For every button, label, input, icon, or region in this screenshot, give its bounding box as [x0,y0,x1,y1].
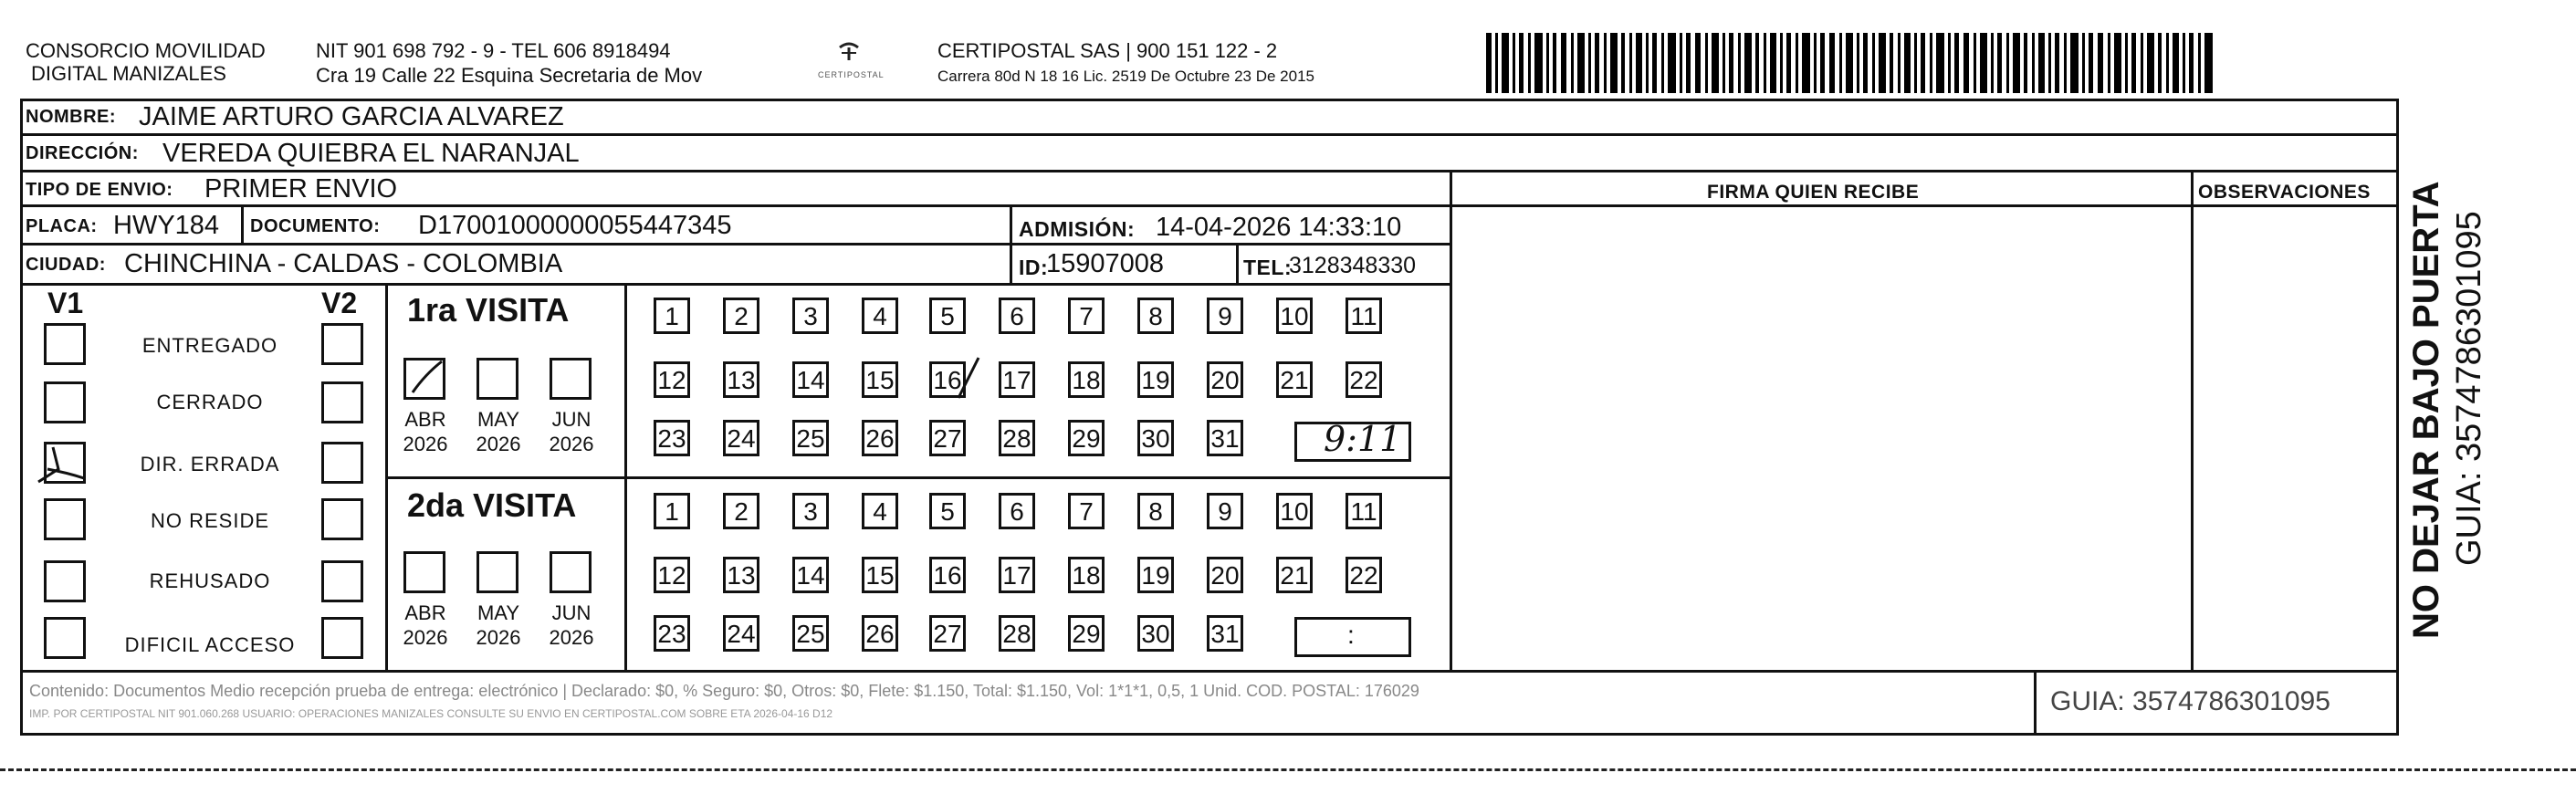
first-visit-month-label-may: MAY [476,408,520,431]
v2-checkbox-entregado[interactable] [321,323,363,365]
admission-value: 14-04-2026 14:33:10 [1156,213,1402,242]
v1-label: V1 [47,287,84,319]
first-visit-time-value: 9:11 [1324,419,1402,459]
second-visit-day-11[interactable]: 11 [1346,493,1382,529]
footer-fine-print: IMP. POR CERTIPOSTAL NIT 901.060.268 USUARIO: OPERACIONES MANIZALES CONSULTE SU ENVIO EN CERTIPOSTAL.COM SOBRE ETA 2026-04-16 D12 [29,707,833,720]
status-label-dir-errada: DIR. ERRADA [140,453,280,475]
side-warning: NO DEJAR BAJO PUERTA [2406,181,2446,639]
first-visit-day-6[interactable]: 6 [999,298,1035,334]
second-visit-day-5[interactable]: 5 [929,493,966,529]
first-visit-day-24[interactable]: 24 [723,420,759,456]
first-visit-day-26[interactable]: 26 [862,420,898,456]
first-visit-day-17[interactable]: 17 [999,361,1035,398]
first-visit-day-19[interactable]: 19 [1137,361,1174,398]
first-visit-day-16[interactable]: 16 [929,361,966,398]
bottom-cut-line [0,768,2576,771]
first-visit-day-29[interactable]: 29 [1068,420,1105,456]
status-label-dificil-acceso: DIFICIL ACCESO [124,633,296,656]
second-visit-day-27[interactable]: 27 [929,615,966,652]
second-visit-day-25[interactable]: 25 [792,615,829,652]
v1-checkbox-entregado[interactable] [44,323,86,365]
courier-license: Carrera 80d N 18 16 Lic. 2519 De Octubre 23 De 2015 [937,68,1314,85]
city-value: CHINCHINA - CALDAS - COLOMBIA [124,249,563,278]
status-label-entregado: ENTREGADO [141,334,278,357]
first-visit-title: 1ra VISITA [407,291,570,329]
content-declaration: Contenido: Documentos Medio recepción prueba de entrega: electrónico | Declarado: $0, % Seguro: $0, Otros: $0, Flete: $1.150, Total: $1.150, Vol: 1*1*1, 0,5, 1 Unid. COD. POSTAL: 176029 [29,682,1419,700]
v2-checkbox-cerrado[interactable] [321,381,363,423]
second-visit-day-19[interactable]: 19 [1137,557,1174,593]
first-visit-day-27[interactable]: 27 [929,420,966,456]
first-visit-year-label-may: 2026 [476,433,521,455]
second-visit-day-7[interactable]: 7 [1068,493,1105,529]
first-visit-year-label-abr: 2026 [403,433,448,455]
second-visit-day-1[interactable]: 1 [654,493,690,529]
courier-logo-icon [831,40,867,68]
company-nit: NIT 901 698 792 - 9 - TEL 606 8918494 [316,39,671,62]
handwritten-month-check-icon [403,356,449,402]
first-visit-day-11[interactable]: 11 [1346,298,1382,334]
first-visit-day-15[interactable]: 15 [862,361,898,398]
first-visit-month-checkbox-jun[interactable] [550,358,592,400]
first-visit-day-10[interactable]: 10 [1276,298,1313,334]
first-visit-day-21[interactable]: 21 [1276,361,1313,398]
id-label: ID: [1019,256,1049,279]
shipment-type-value: PRIMER ENVIO [204,174,398,204]
second-visit-day-4[interactable]: 4 [862,493,898,529]
second-visit-day-16[interactable]: 16 [929,557,966,593]
first-visit-day-22[interactable]: 22 [1346,361,1382,398]
second-visit-day-24[interactable]: 24 [723,615,759,652]
observations-header: OBSERVACIONES [2198,182,2371,203]
second-visit-year-label-abr: 2026 [403,626,448,649]
status-label-cerrado: CERRADO [156,391,264,413]
tel-label: TEL: [1243,256,1293,279]
footer-guide-number: GUIA: 3574786301095 [2050,686,2330,716]
v1-checkbox-dificil-acceso[interactable] [44,617,86,659]
second-visit-day-22[interactable]: 22 [1346,557,1382,593]
second-visit-day-20[interactable]: 20 [1207,557,1243,593]
second-visit-day-13[interactable]: 13 [723,557,759,593]
first-visit-day-14[interactable]: 14 [792,361,829,398]
handwritten-check-mark-icon [31,442,86,489]
second-visit-month-checkbox-may[interactable] [476,551,518,593]
second-visit-day-10[interactable]: 10 [1276,493,1313,529]
first-visit-year-label-jun: 2026 [549,433,594,455]
second-visit-day-31[interactable]: 31 [1207,615,1243,652]
city-label: CIUDAD: [26,255,106,275]
company-name-line1: CONSORCIO MOVILIDAD [26,39,266,62]
status-label-no-reside: NO RESIDE [150,509,270,532]
first-visit-day-13[interactable]: 13 [723,361,759,398]
first-visit-month-label-jun: JUN [551,408,592,431]
second-visit-year-label-jun: 2026 [549,626,594,649]
admission-label: ADMISIÓN: [1019,217,1136,241]
first-visit-day-31[interactable]: 31 [1207,420,1243,456]
side-guide: GUIA: 3574786301095 [2450,211,2488,566]
second-visit-day-12[interactable]: 12 [654,557,690,593]
first-visit-day-1[interactable]: 1 [654,298,690,334]
document-value: D17001000000055447345 [418,211,732,240]
company-address: Cra 19 Calle 22 Esquina Secretaria de Mov [316,64,703,87]
second-visit-day-26[interactable]: 26 [862,615,898,652]
first-visit-day-2[interactable]: 2 [723,298,759,334]
first-visit-day-23[interactable]: 23 [654,420,690,456]
second-visit-day-14[interactable]: 14 [792,557,829,593]
second-visit-day-17[interactable]: 17 [999,557,1035,593]
first-visit-month-label-abr: ABR [404,408,446,431]
first-visit-day-7[interactable]: 7 [1068,298,1105,334]
second-visit-day-8[interactable]: 8 [1137,493,1174,529]
plate-value: HWY184 [113,211,220,240]
plate-label: PLACA: [26,216,98,236]
id-value: 15907008 [1046,249,1165,278]
first-visit-day-20[interactable]: 20 [1207,361,1243,398]
first-visit-day-30[interactable]: 30 [1137,420,1174,456]
second-visit-time-separator: : [1347,621,1355,649]
v2-checkbox-dir-errada[interactable] [321,442,363,484]
second-visit-day-23[interactable]: 23 [654,615,690,652]
second-visit-title: 2da VISITA [407,486,577,524]
first-visit-day-5[interactable]: 5 [929,298,966,334]
second-visit-month-label-jun: JUN [551,601,592,624]
second-visit-month-label-abr: ABR [404,601,446,624]
v1-checkbox-rehusado[interactable] [44,560,86,602]
first-visit-day-18[interactable]: 18 [1068,361,1105,398]
first-visit-day-4[interactable]: 4 [862,298,898,334]
second-visit-day-21[interactable]: 21 [1276,557,1313,593]
address-value: VEREDA QUIEBRA EL NARANJAL [162,139,580,168]
side-guide-container [2452,91,2492,566]
first-visit-day-25[interactable]: 25 [792,420,829,456]
second-visit-day-28[interactable]: 28 [999,615,1035,652]
observations-column-divider [2191,170,2194,670]
v1-checkbox-cerrado[interactable] [44,381,86,423]
name-value: JAIME ARTURO GARCIA ALVAREZ [139,102,564,131]
second-visit-day-3[interactable]: 3 [792,493,829,529]
second-visit-day-2[interactable]: 2 [723,493,759,529]
second-visit-year-label-may: 2026 [476,626,521,649]
signature-column-divider [1450,170,1452,670]
second-visit-day-30[interactable]: 30 [1137,615,1174,652]
v2-checkbox-rehusado[interactable] [321,560,363,602]
courier-name: CERTIPOSTAL SAS | 900 151 122 - 2 [937,39,1278,62]
second-visit-day-29[interactable]: 29 [1068,615,1105,652]
first-visit-day-8[interactable]: 8 [1137,298,1174,334]
second-visit-day-15[interactable]: 15 [862,557,898,593]
tel-value: 3128348330 [1289,253,1417,278]
side-warning-container [2408,91,2454,639]
company-name-line2: DIGITAL MANIZALES [31,62,226,85]
second-visit-day-18[interactable]: 18 [1068,557,1105,593]
second-visit-day-9[interactable]: 9 [1207,493,1243,529]
document-label: DOCUMENTO: [250,216,381,236]
v1-checkbox-no-reside[interactable] [44,498,86,540]
first-visit-day-12[interactable]: 12 [654,361,690,398]
v2-label: V2 [321,287,358,319]
courier-logo-text: CERTIPOSTAL [818,70,885,79]
v2-checkbox-dificil-acceso[interactable] [321,617,363,659]
first-visit-month-checkbox-may[interactable] [476,358,518,400]
first-visit-day-3[interactable]: 3 [792,298,829,334]
barcode [1486,33,2216,93]
handwritten-day-mark-icon [949,356,986,402]
signature-header: FIRMA QUIEN RECIBE [1707,182,1920,203]
second-visit-month-checkbox-jun[interactable] [550,551,592,593]
first-visit-day-9[interactable]: 9 [1207,298,1243,334]
address-label: DIRECCIÓN: [26,143,139,163]
second-visit-month-label-may: MAY [476,601,520,624]
v2-checkbox-no-reside[interactable] [321,498,363,540]
second-visit-day-6[interactable]: 6 [999,493,1035,529]
second-visit-month-checkbox-abr[interactable] [403,551,445,593]
status-label-rehusado: REHUSADO [149,569,271,592]
name-label: NOMBRE: [26,107,117,127]
shipment-type-label: TIPO DE ENVIO: [26,180,173,200]
first-visit-day-28[interactable]: 28 [999,420,1035,456]
